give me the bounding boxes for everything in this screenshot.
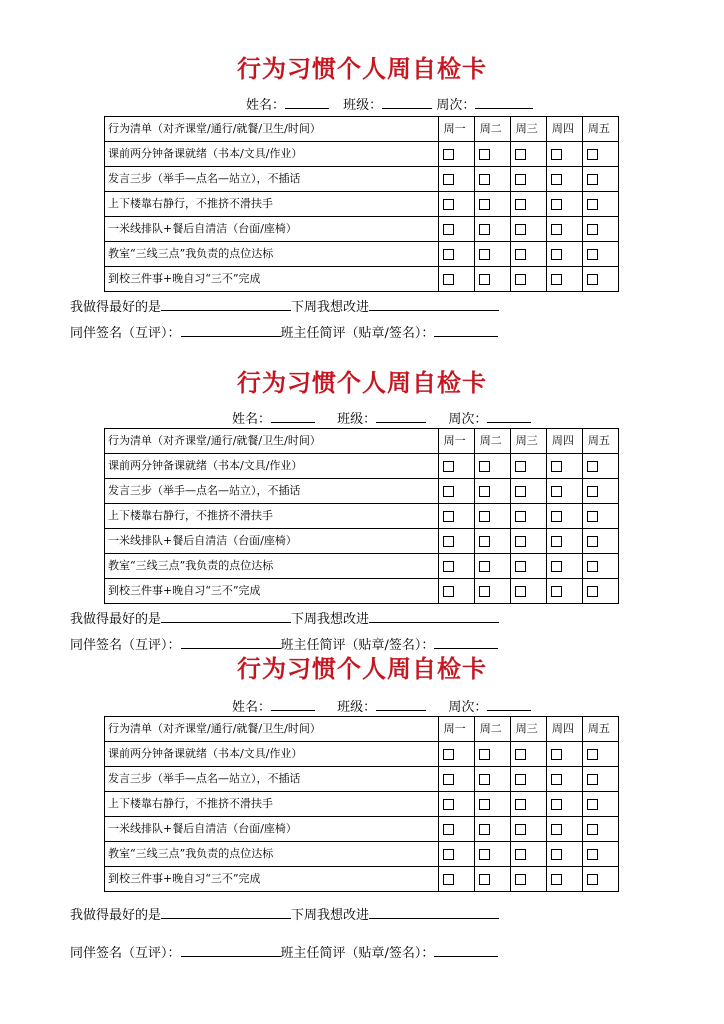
checkbox[interactable] [587, 849, 598, 860]
name-field[interactable] [271, 698, 315, 711]
improve-label: 下周我想改进 [291, 612, 370, 627]
checkbox-cell [474, 504, 510, 529]
table-row [105, 217, 619, 242]
day-header: 周三 [510, 717, 546, 742]
day-header: 周四 [546, 717, 582, 742]
day-header: 周四 [546, 117, 582, 142]
class-label: 班级： [337, 412, 377, 427]
table-row [105, 479, 619, 504]
checkbox[interactable] [587, 249, 598, 260]
best-label: 我做得最好的是 [70, 300, 162, 315]
checkbox-cell [474, 792, 510, 817]
checkbox[interactable] [515, 824, 526, 835]
checkbox[interactable] [515, 849, 526, 860]
checkbox[interactable] [587, 486, 598, 497]
checkbox[interactable] [479, 849, 490, 860]
teacher-field[interactable] [434, 324, 498, 337]
table-row [105, 767, 619, 792]
checklist-item: 教室“三线三点”我负责的点位达标 [105, 554, 439, 579]
checkbox[interactable] [479, 874, 490, 885]
table-row [105, 142, 619, 167]
checklist-item: 教室“三线三点”我负责的点位达标 [105, 842, 439, 867]
checkbox-cell [474, 242, 510, 267]
checkbox[interactable] [587, 586, 598, 597]
checkbox-cell [582, 792, 618, 817]
checkbox-cell [546, 504, 582, 529]
teacher-label: 班主任简评（贴章/签名）： [280, 326, 435, 341]
checkbox[interactable] [479, 149, 490, 160]
checklist-item: 到校三件事+晚自习“三不”完成 [105, 867, 439, 892]
checkbox-cell [474, 142, 510, 167]
checkbox-cell [438, 529, 474, 554]
checkbox[interactable] [479, 824, 490, 835]
checklist-item: 到校三件事+晚自习“三不”完成 [105, 579, 439, 604]
checkbox[interactable] [443, 461, 454, 472]
checkbox[interactable] [443, 536, 454, 547]
checkbox-cell [582, 217, 618, 242]
checkbox-cell [546, 479, 582, 504]
day-header: 周一 [438, 429, 474, 454]
best-field[interactable] [161, 298, 291, 311]
checkbox-cell [474, 767, 510, 792]
checkbox-cell [474, 842, 510, 867]
checkbox-cell [510, 529, 546, 554]
signature-row [70, 636, 498, 654]
improve-field[interactable] [369, 298, 499, 311]
checkbox[interactable] [587, 149, 598, 160]
checkbox[interactable] [515, 486, 526, 497]
checkbox-cell [474, 817, 510, 842]
checklist-item: 一米线排队+餐后自清洁（台面/座椅） [105, 217, 439, 242]
card-title: 行为习惯个人周自检卡 [237, 54, 487, 83]
checklist-item: 课前两分钟备课就绪（书本/文具/作业） [105, 742, 439, 767]
checkbox[interactable] [551, 174, 562, 185]
checkbox[interactable] [515, 174, 526, 185]
checkbox[interactable] [479, 174, 490, 185]
checkbox-cell [438, 817, 474, 842]
checkbox[interactable] [443, 199, 454, 210]
week-label: 周次： [448, 700, 488, 715]
best-label: 我做得最好的是 [70, 908, 162, 923]
checklist-item: 课前两分钟备课就绪（书本/文具/作业） [105, 142, 439, 167]
checkbox-cell [582, 529, 618, 554]
best-improve-row [70, 298, 499, 316]
checkbox[interactable] [551, 274, 562, 285]
day-header: 周五 [582, 717, 618, 742]
checkbox-cell [546, 217, 582, 242]
class-field[interactable] [376, 698, 426, 711]
checkbox[interactable] [443, 149, 454, 160]
checkbox[interactable] [515, 561, 526, 572]
checkbox-cell [510, 554, 546, 579]
week-field[interactable] [487, 698, 531, 711]
checkbox-cell [438, 217, 474, 242]
best-improve-row [70, 906, 499, 924]
checkbox[interactable] [587, 824, 598, 835]
checklist-table [104, 716, 619, 892]
checkbox[interactable] [479, 486, 490, 497]
checkbox-cell [546, 529, 582, 554]
checklist-item: 教室“三线三点”我负责的点位达标 [105, 242, 439, 267]
checkbox-cell [510, 817, 546, 842]
checklist-item: 发言三步（举手—点名—站立），不插话 [105, 167, 439, 192]
table-header-row [105, 717, 619, 742]
checkbox[interactable] [479, 224, 490, 235]
table-row [105, 242, 619, 267]
checkbox-cell [438, 192, 474, 217]
class-field[interactable] [376, 410, 426, 423]
checkbox[interactable] [587, 536, 598, 547]
table-row [105, 579, 619, 604]
checkbox-cell [474, 867, 510, 892]
checkbox-cell [546, 867, 582, 892]
checkbox[interactable] [479, 749, 490, 760]
checkbox-cell [474, 554, 510, 579]
day-header: 周一 [438, 717, 474, 742]
checkbox[interactable] [515, 199, 526, 210]
name-field[interactable] [271, 410, 315, 423]
table-row [105, 167, 619, 192]
checkbox-cell [474, 579, 510, 604]
best-field[interactable] [161, 906, 291, 919]
checkbox[interactable] [443, 874, 454, 885]
checklist-header: 行为清单（对齐课堂/通行/就餐/卫生/时间） [105, 429, 439, 454]
table-row [105, 817, 619, 842]
checkbox[interactable] [479, 561, 490, 572]
checkbox-cell [546, 842, 582, 867]
checkbox[interactable] [551, 199, 562, 210]
week-field[interactable] [475, 96, 533, 109]
table-row [105, 267, 619, 292]
checkbox-cell [582, 579, 618, 604]
checkbox-cell [546, 242, 582, 267]
checkbox-cell [582, 742, 618, 767]
day-header: 周二 [474, 429, 510, 454]
checkbox[interactable] [551, 774, 562, 785]
checkbox[interactable] [551, 511, 562, 522]
improve-field[interactable] [369, 610, 499, 623]
table-row [105, 867, 619, 892]
checkbox-cell [438, 479, 474, 504]
checkbox-cell [510, 242, 546, 267]
checkbox[interactable] [551, 536, 562, 547]
checkbox[interactable] [443, 799, 454, 810]
checkbox-cell [582, 242, 618, 267]
info-row [232, 410, 531, 428]
checkbox[interactable] [551, 224, 562, 235]
checkbox-cell [582, 192, 618, 217]
peer-label: 同伴签名（互评）： [70, 326, 181, 341]
name-label: 姓名： [232, 412, 272, 427]
checklist-item: 上下楼靠右静行，不推挤不滑扶手 [105, 192, 439, 217]
checkbox[interactable] [479, 199, 490, 210]
checkbox[interactable] [479, 461, 490, 472]
name-label: 姓名： [232, 700, 272, 715]
peer-field[interactable] [181, 944, 281, 957]
checkbox-cell [546, 767, 582, 792]
checkbox[interactable] [515, 149, 526, 160]
checkbox-cell [474, 529, 510, 554]
day-header: 周五 [582, 117, 618, 142]
checkbox-cell [438, 554, 474, 579]
checkbox[interactable] [443, 586, 454, 597]
checklist-item: 上下楼靠右静行，不推挤不滑扶手 [105, 792, 439, 817]
table-row [105, 529, 619, 554]
checklist-item: 一米线排队+餐后自清洁（台面/座椅） [105, 817, 439, 842]
checkbox-cell [546, 554, 582, 579]
checklist-item: 发言三步（举手—点名—站立），不插话 [105, 479, 439, 504]
checkbox-cell [582, 554, 618, 579]
checkbox-cell [474, 267, 510, 292]
checkbox-cell [438, 267, 474, 292]
signature-row [70, 324, 498, 342]
teacher-field[interactable] [434, 944, 498, 957]
peer-label: 同伴签名（互评）： [70, 638, 181, 653]
checkbox[interactable] [587, 561, 598, 572]
checkbox-cell [582, 867, 618, 892]
checkbox[interactable] [515, 586, 526, 597]
checkbox[interactable] [587, 224, 598, 235]
checkbox-cell [510, 217, 546, 242]
checkbox[interactable] [551, 461, 562, 472]
checkbox-cell [582, 817, 618, 842]
checkbox[interactable] [479, 586, 490, 597]
best-improve-row [70, 610, 499, 628]
checklist-item: 上下楼靠右静行，不推挤不滑扶手 [105, 504, 439, 529]
checkbox[interactable] [587, 749, 598, 760]
checkbox[interactable] [479, 274, 490, 285]
checkbox-cell [438, 842, 474, 867]
table-row [105, 454, 619, 479]
checkbox[interactable] [551, 561, 562, 572]
checklist-header: 行为清单（对齐课堂/通行/就餐/卫生/时间） [105, 117, 439, 142]
checkbox-cell [582, 504, 618, 529]
checkbox-cell [510, 842, 546, 867]
checkbox-cell [582, 842, 618, 867]
info-row [246, 96, 533, 114]
checkbox-cell [546, 192, 582, 217]
checkbox[interactable] [443, 774, 454, 785]
checkbox-cell [510, 454, 546, 479]
checkbox[interactable] [479, 774, 490, 785]
checkbox[interactable] [587, 174, 598, 185]
table-row [105, 554, 619, 579]
checkbox[interactable] [443, 486, 454, 497]
checkbox[interactable] [443, 274, 454, 285]
checkbox[interactable] [443, 824, 454, 835]
checkbox-cell [510, 579, 546, 604]
checkbox-cell [474, 454, 510, 479]
day-header: 周三 [510, 117, 546, 142]
name-label: 姓名： [246, 98, 286, 113]
checkbox-cell [582, 454, 618, 479]
checkbox[interactable] [551, 749, 562, 760]
table-header-row [105, 429, 619, 454]
checkbox-cell [546, 742, 582, 767]
checkbox[interactable] [443, 249, 454, 260]
checkbox[interactable] [515, 511, 526, 522]
table-row [105, 842, 619, 867]
checkbox-cell [510, 792, 546, 817]
class-label: 班级： [343, 98, 383, 113]
checkbox-cell [582, 142, 618, 167]
class-label: 班级： [337, 700, 377, 715]
checkbox[interactable] [551, 149, 562, 160]
best-label: 我做得最好的是 [70, 612, 162, 627]
checklist-table [104, 116, 619, 292]
checkbox-cell [474, 217, 510, 242]
checkbox[interactable] [443, 749, 454, 760]
day-header: 周四 [546, 429, 582, 454]
checklist-item: 到校三件事+晚自习“三不”完成 [105, 267, 439, 292]
checkbox-cell [582, 767, 618, 792]
checkbox[interactable] [515, 774, 526, 785]
checkbox-cell [546, 167, 582, 192]
checkbox[interactable] [443, 511, 454, 522]
checkbox-cell [438, 579, 474, 604]
checkbox[interactable] [551, 249, 562, 260]
checkbox[interactable] [587, 774, 598, 785]
checkbox-cell [546, 454, 582, 479]
checkbox[interactable] [443, 224, 454, 235]
day-header: 周五 [582, 429, 618, 454]
class-field[interactable] [382, 96, 432, 109]
checkbox-cell [510, 192, 546, 217]
checkbox[interactable] [515, 249, 526, 260]
checkbox[interactable] [515, 799, 526, 810]
checkbox-cell [438, 454, 474, 479]
checkbox[interactable] [515, 874, 526, 885]
teacher-label: 班主任简评（贴章/签名）： [280, 638, 435, 653]
table-row [105, 742, 619, 767]
checkbox[interactable] [551, 824, 562, 835]
checkbox[interactable] [515, 224, 526, 235]
checkbox-cell [474, 479, 510, 504]
checkbox[interactable] [443, 174, 454, 185]
checkbox-cell [510, 504, 546, 529]
name-field[interactable] [285, 96, 329, 109]
checkbox-cell [438, 867, 474, 892]
table-row [105, 504, 619, 529]
checkbox[interactable] [515, 274, 526, 285]
table-header-row [105, 117, 619, 142]
checkbox[interactable] [479, 799, 490, 810]
checkbox-cell [546, 267, 582, 292]
checkbox[interactable] [551, 849, 562, 860]
checkbox-cell [474, 192, 510, 217]
checkbox[interactable] [587, 511, 598, 522]
best-field[interactable] [161, 610, 291, 623]
teacher-label: 班主任简评（贴章/签名）： [280, 946, 435, 961]
improve-field[interactable] [369, 906, 499, 919]
checkbox-cell [438, 142, 474, 167]
checkbox[interactable] [587, 199, 598, 210]
checkbox-cell [510, 867, 546, 892]
checkbox-cell [546, 142, 582, 167]
checkbox-cell [582, 167, 618, 192]
checkbox-cell [582, 479, 618, 504]
checkbox[interactable] [551, 586, 562, 597]
signature-row [70, 944, 498, 962]
checkbox[interactable] [587, 461, 598, 472]
table-row [105, 192, 619, 217]
checkbox-cell [582, 267, 618, 292]
checkbox-cell [546, 817, 582, 842]
checkbox-cell [510, 479, 546, 504]
week-field[interactable] [487, 410, 531, 423]
checkbox-cell [438, 767, 474, 792]
checkbox-cell [546, 792, 582, 817]
checkbox-cell [438, 792, 474, 817]
checkbox[interactable] [443, 849, 454, 860]
checkbox-cell [474, 167, 510, 192]
checkbox-cell [438, 167, 474, 192]
checklist-item: 发言三步（举手—点名—站立），不插话 [105, 767, 439, 792]
teacher-field[interactable] [434, 636, 498, 649]
card-title: 行为习惯个人周自检卡 [237, 368, 487, 397]
checkbox-cell [474, 742, 510, 767]
checkbox-cell [438, 504, 474, 529]
checkbox[interactable] [479, 511, 490, 522]
checkbox[interactable] [551, 486, 562, 497]
card-title: 行为习惯个人周自检卡 [237, 654, 487, 683]
checkbox[interactable] [587, 799, 598, 810]
checkbox-cell [510, 167, 546, 192]
checkbox-cell [510, 742, 546, 767]
checklist-header: 行为清单（对齐课堂/通行/就餐/卫生/时间） [105, 717, 439, 742]
checkbox[interactable] [479, 249, 490, 260]
checkbox[interactable] [551, 799, 562, 810]
day-header: 周一 [438, 117, 474, 142]
checkbox[interactable] [587, 274, 598, 285]
checklist-table [104, 428, 619, 604]
checkbox[interactable] [443, 561, 454, 572]
table-row [105, 792, 619, 817]
day-header: 周二 [474, 117, 510, 142]
checkbox[interactable] [551, 874, 562, 885]
peer-field[interactable] [181, 324, 281, 337]
checkbox[interactable] [515, 536, 526, 547]
checkbox-cell [510, 767, 546, 792]
peer-label: 同伴签名（互评）： [70, 946, 181, 961]
checkbox-cell [510, 267, 546, 292]
info-row [232, 698, 531, 716]
checklist-item: 一米线排队+餐后自清洁（台面/座椅） [105, 529, 439, 554]
improve-label: 下周我想改进 [291, 300, 370, 315]
checkbox-cell [510, 142, 546, 167]
peer-field[interactable] [181, 636, 281, 649]
checkbox-cell [438, 242, 474, 267]
checkbox-cell [546, 579, 582, 604]
day-header: 周三 [510, 429, 546, 454]
checkbox[interactable] [479, 536, 490, 547]
checkbox[interactable] [515, 461, 526, 472]
checkbox[interactable] [587, 874, 598, 885]
checklist-item: 课前两分钟备课就绪（书本/文具/作业） [105, 454, 439, 479]
improve-label: 下周我想改进 [291, 908, 370, 923]
checkbox-cell [438, 742, 474, 767]
week-label: 周次： [448, 412, 488, 427]
week-label: 周次： [436, 98, 476, 113]
day-header: 周二 [474, 717, 510, 742]
checkbox[interactable] [515, 749, 526, 760]
